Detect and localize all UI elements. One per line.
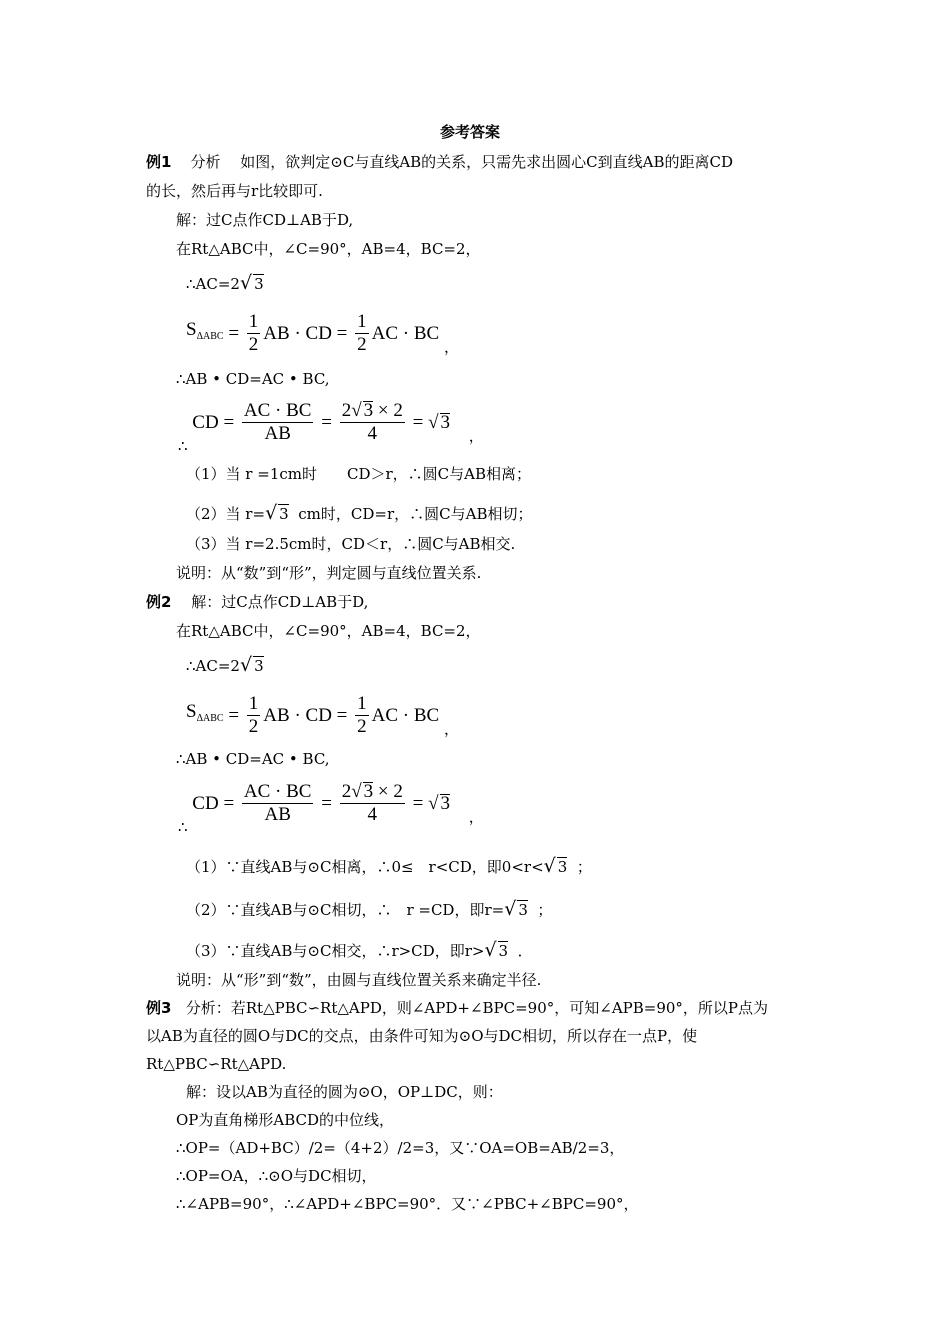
example-1-case-1: （1）当 r =1cm时 CD＞r，∴圆C与AB相离； xyxy=(186,465,531,483)
example-1-cd-equation: ∴ CD = $\frac{AC \cdot BC}{AB}$ = $\frac{2√ 3 \times 2}{4}$ = √ 3 ， xyxy=(178,400,484,458)
example-2-ac-equation: ∴AC=2√ 3 xyxy=(186,654,264,676)
example-2-label: 例2 xyxy=(146,593,172,611)
example-1-ac-equation: ∴AC=2√ 3 xyxy=(186,272,264,294)
example-3-analysis-line3: Rt△PBC∽Rt△APD. xyxy=(146,1055,287,1073)
example-3-solution-step: 解：设以AB为直径的圆为⊙O，OP⊥DC，则： xyxy=(186,1083,503,1101)
example-2-case-1: （1）∵直线AB与⊙C相离，∴0≤ r<CD，即0<r<√ 3 ； xyxy=(186,855,592,877)
example-1-solution-step: 在Rt△ABC中，∠C=90°，AB=4，BC=2， xyxy=(176,240,481,258)
radicand: 3 xyxy=(557,858,568,876)
example-1-note: 说明：从“数”到“形”，判定圆与直线位置关系. xyxy=(176,564,482,582)
example-3-solution-step: OP为直角梯形ABCD的中位线， xyxy=(176,1111,395,1129)
fraction: $\frac{1}{2}$ xyxy=(357,693,367,737)
example-1-label: 例1 xyxy=(146,153,172,171)
radicand: 3 xyxy=(498,942,509,960)
example-1-analysis: 分析 如图，欲判定⊙C与直线AB的关系，只需先求出圆心C到直线AB的距离CD xyxy=(190,153,734,171)
example-1-product-line: ∴AB • CD=AC • BC, xyxy=(176,370,330,388)
example-2-solution-line: 例2 解：过C点作CD⊥AB于D, xyxy=(146,593,369,611)
fraction: $\frac{AC \cdot BC}{AB}$ xyxy=(243,781,312,825)
fraction: $\frac{AC \cdot BC}{AB}$ xyxy=(243,400,312,444)
page-title: 参考答案 xyxy=(440,123,501,141)
fraction: $\frac{1}{2}$ xyxy=(248,693,259,737)
area-subscript: ΔABC xyxy=(196,331,224,342)
ac-text: ∴AC=2 xyxy=(186,275,240,293)
example-1-solution-step: 解：过C点作CD⊥AB于D, xyxy=(176,211,354,229)
example-2-product-line: ∴AB • CD=AC • BC, xyxy=(176,750,330,768)
fraction: $\frac{1}{2}$ xyxy=(357,311,367,355)
area-symbol: S xyxy=(186,319,197,340)
fraction: $\frac{2√ 3 \times 2}{4}$ xyxy=(341,781,403,825)
example-2-note: 说明：从“形”到“数”，由圆与直线位置关系来确定半径. xyxy=(176,971,542,989)
radicand: 3 xyxy=(254,657,264,675)
example-3-label: 例3 xyxy=(146,999,172,1017)
radicand: 3 xyxy=(254,275,264,293)
example-2-area-equation: $S_{\Delta ABC}$ = $\frac{1}{2}$ AB · CD = $\frac{1}{2}$ AC · BC ， xyxy=(186,693,459,738)
therefore-symbol: ∴ xyxy=(178,438,188,455)
example-2-cd-equation: ∴ CD = $\frac{AC \cdot BC}{AB}$ = $\frac{2√ 3 \times 2}{4}$ = √ 3 ， xyxy=(178,781,484,836)
example-1-case-2: （2）当 r=√ 3 cm时，CD=r，∴圆C与AB相切； xyxy=(186,502,533,524)
example-1-area-equation: $S_{\Delta ABC}$ = $\frac{1}{2}$ AB · CD = $\frac{1}{2}$ AC · BC ， xyxy=(186,311,459,356)
fraction: $\frac{2√ 3 \times 2}{4}$ xyxy=(341,400,403,444)
fraction: $\frac{1}{2}$ xyxy=(248,311,259,355)
radicand: 3 xyxy=(279,505,289,523)
area-term: AB · CD = xyxy=(263,322,348,344)
example-2-solution-step: 在Rt△ABC中，∠C=90°，AB=4，BC=2， xyxy=(176,622,481,640)
cd-lhs: CD = xyxy=(192,411,235,433)
example-3-solution-step: ∴OP=OA，∴⊙O与DC相切， xyxy=(176,1167,377,1185)
example-2-case-2: （2）∵直线AB与⊙C相切，∴ r =CD，即r=√ 3 ； xyxy=(186,898,553,920)
example-1-analysis-line2: 的长，然后再与r比较即可. xyxy=(146,182,323,200)
example-3-analysis-line2: 以AB为直径的圆O与DC的交点，由条件可知为⊙O与DC相切，所以存在一点P，使 xyxy=(146,1027,698,1045)
example-1-analysis-line xyxy=(146,151,733,173)
radicand: 3 xyxy=(518,901,528,919)
example-3-solution-step: ∴OP=（AD+BC）/2=（4+2）/2=3，又∵OA=OB=AB/2=3， xyxy=(176,1139,625,1157)
area-term: AC · BC xyxy=(371,322,440,344)
example-2-case-3: （3）∵直线AB与⊙C相交，∴r>CD，即r>√ 3 ． xyxy=(186,939,533,961)
example-3-analysis-line: 例3 分析：若Rt△PBC∽Rt△APD，则∠APD+∠BPC=90°，可知∠APB=90°，所以P点为 xyxy=(146,999,769,1017)
radicand: 3 xyxy=(440,411,451,433)
example-1-case-3: （3）当 r=2.5cm时，CD＜r，∴圆C与AB相交. xyxy=(186,535,516,553)
equals-sign: = xyxy=(228,322,240,344)
example-3-solution-step: ∴∠APB=90°，∴∠APD+∠BPC=90°．又∵∠PBC+∠BPC=90°， xyxy=(176,1195,639,1213)
